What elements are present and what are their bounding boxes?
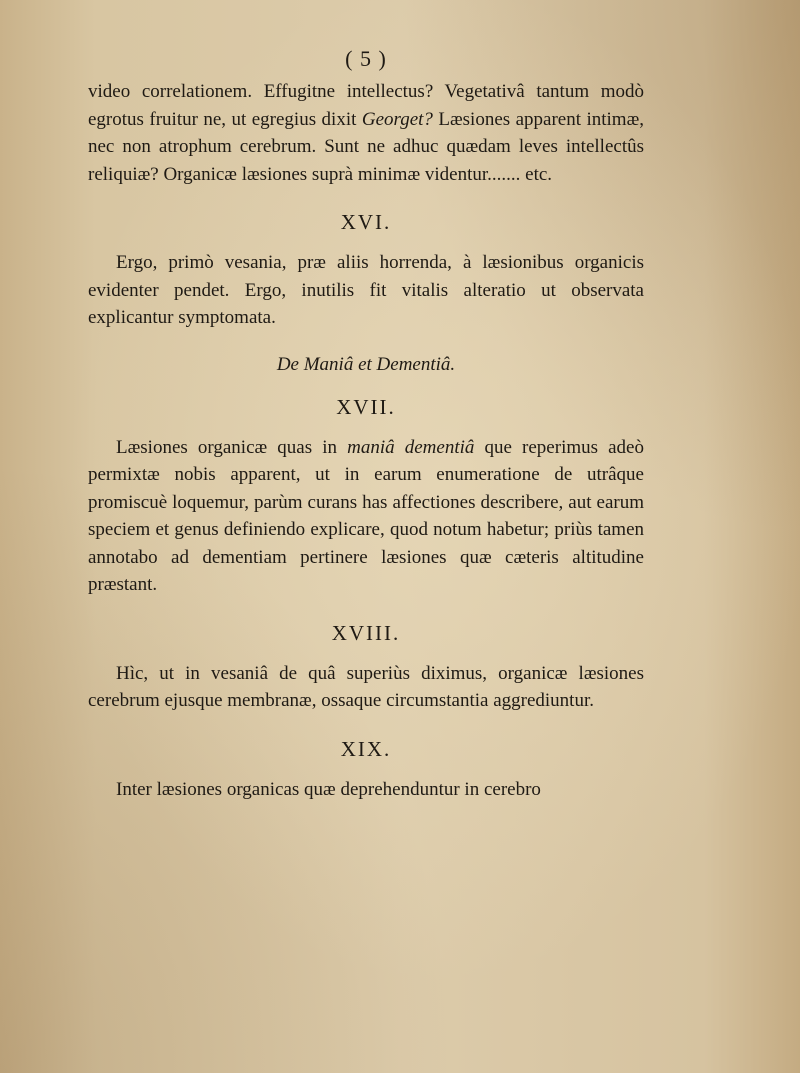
- paragraph-xvi: Ergo, primò vesania, præ aliis horrenda, à læsionibus organicis evidenter pendet. Ergo, inutilis fit vitalis alteratio ut observata explicantur symptomata.: [88, 252, 644, 328]
- paragraph-xviii: Hìc, ut in vesaniâ de quâ superiùs diximus, organicæ læsiones cerebrum ejusque membranæ, ossaque circumstantia aggrediuntur.: [88, 662, 644, 711]
- section-numeral-xix: XIX.: [340, 736, 392, 761]
- page-text: [88, 44, 644, 803]
- section-numeral-xvi: XVI.: [340, 210, 392, 234]
- paragraph-xvii-text-b: que reperimus adeò permixtæ nobis apparent, ut in earum enumeratione de utrâque promiscuè loquemur, parùm curans has affectiones describere, aut earum speciem et genus definiendo explicare, quod notum habetur; priùs tamen annotabo ad dementiam pertinere læsiones quæ cæteris altitudine præstant.: [88, 436, 644, 595]
- paragraph-xvii-text-a: Læsiones organicæ quas in: [116, 436, 348, 458]
- section-heading-mania-dementia: [88, 351, 644, 378]
- page-number: ( 5 ): [345, 46, 387, 71]
- section-numeral-xvii: XVII.: [336, 394, 396, 419]
- section-numeral-xviii: XVIII.: [331, 620, 401, 645]
- term-mania-dementia: maniâ dementiâ: [347, 436, 475, 458]
- section-heading-part-4: Dementiâ.: [376, 353, 456, 375]
- paragraph-intro-text-a: video correlationem. Effugitne intellectus? Vegetativâ tantum modò egrotus fruitur ne, ut egregius dixit: [88, 81, 644, 130]
- section-heading-part-2: Maniâ: [303, 353, 354, 375]
- paragraph-xix: Inter læsiones organicas quæ deprehenduntur in cerebro: [116, 778, 541, 800]
- section-heading-part-1: De: [276, 353, 304, 375]
- paragraph-xvii: [88, 434, 644, 599]
- paragraph-intro-text-b: Læsiones apparent intimæ, nec non atrophum cerebrum. Sunt ne adhuc quædam leves intellectûs reliquiæ? Organicæ læsiones suprà minimæ videntur....... etc.: [88, 108, 644, 185]
- paragraph-intro: [88, 78, 644, 188]
- section-heading-part-3: et: [353, 353, 377, 375]
- author-name-georget: Georget?: [361, 108, 433, 130]
